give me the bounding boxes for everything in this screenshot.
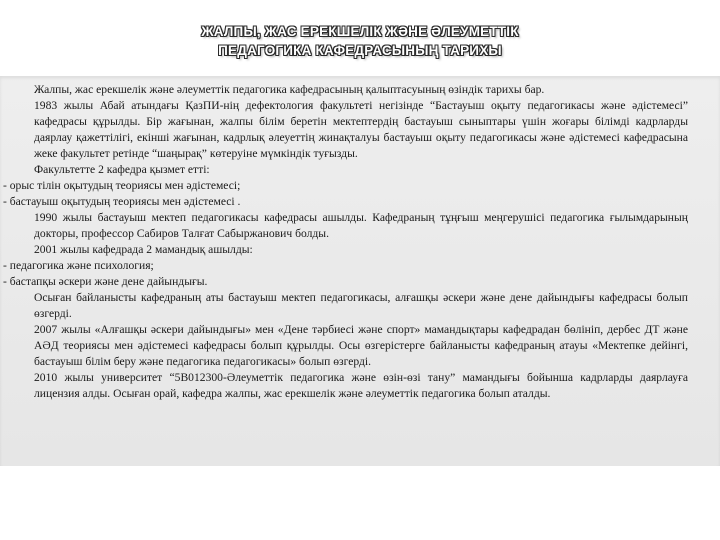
paragraph-1990: 1990 жылы бастауыш мектеп педагогикасы кафедрасы ашылды. Кафедраның тұңғыш меңгерушісі педагогика ғылымдарының докторы, профессор Сабиров Талғат Сабыржанович болды.: [34, 211, 688, 240]
paragraph-2007: 2007 жылы «Алғашқы әскери дайындығы» мен «Дене тәрбиесі және спорт» мамандықтары кафедрадан бөлініп, дербес ДТ және АӘД теориясы мен әдістемесі кафедрасы болып құрылды. Осы өзгерістерге байланысты кафедраның атауы «Мектепке дейінгі, бастауыш білім беру және педагогика педагогикасы» болып өзгерді.: [34, 323, 688, 368]
list-item-russian: - орыс тілін оқытудың теориясы мен әдістемесі;: [3, 179, 241, 192]
paragraph-rename: Осыған байланысты кафедраның аты бастауыш мектеп педагогикасы, алғашқы әскери және дене дайындығы кафедрасы болып өзгерді.: [34, 291, 688, 320]
list-item-pedagogy: - педагогика және психология;: [3, 259, 154, 272]
paragraph-2001: 2001 жылы кафедрада 2 мамандық ашылды:: [34, 243, 253, 256]
list-item-military: - бастапқы әскери және дене дайындығы.: [3, 275, 208, 288]
paragraph-intro: Жалпы, жас ерекшелік және әлеуметтік педагогика кафедрасының қалыптасуының өзіндік тарихы бар.: [34, 83, 545, 96]
paragraph-1983: 1983 жылы Абай атындағы ҚазПИ-нің дефектология факультеті негізінде “Бастауыш оқыту педагогикасы және әдістемесі” кафедрасы құрылды. Бір жағынан, жалпы білім беретін мектептердің бастауыш сыныптары үшін жоғары білімді кадрларды даярлау қажеттілігі, екінші жағынан, кадрлық әлеуеттің жинақталуы бастауыш оқыту педагогикасы және әдістемесі кафедрасына жеке факультет ретінде “шаңырақ” көтеруіне мүмкіндік туғызды.: [34, 99, 688, 160]
body-text: [3, 82, 688, 402]
list-item-primary: - бастауыш оқытудың теориясы мен әдістемесі .: [3, 195, 241, 208]
paragraph-departments-intro: Факультетте 2 кафедра қызмет етті:: [34, 163, 210, 176]
title-line-2: ПЕДАГОГИКА КАФЕДРАСЫНЫҢ ТАРИХЫ: [218, 43, 502, 58]
page-title: [0, 22, 720, 60]
title-line-1: ЖАЛПЫ, ЖАС ЕРЕКШЕЛІК ЖӘНЕ ӘЛЕУМЕТТІК: [201, 24, 519, 39]
paragraph-2010: 2010 жылы университет “5В012300-Әлеуметтік педагогика және өзін-өзі тану” мамандығы бойынша кадрларды даярлауға лицензия алды. Осыған орай, кафедра жалпы, жас ерекшелік және әлеуметтік педагогика болып аталды.: [34, 371, 688, 400]
